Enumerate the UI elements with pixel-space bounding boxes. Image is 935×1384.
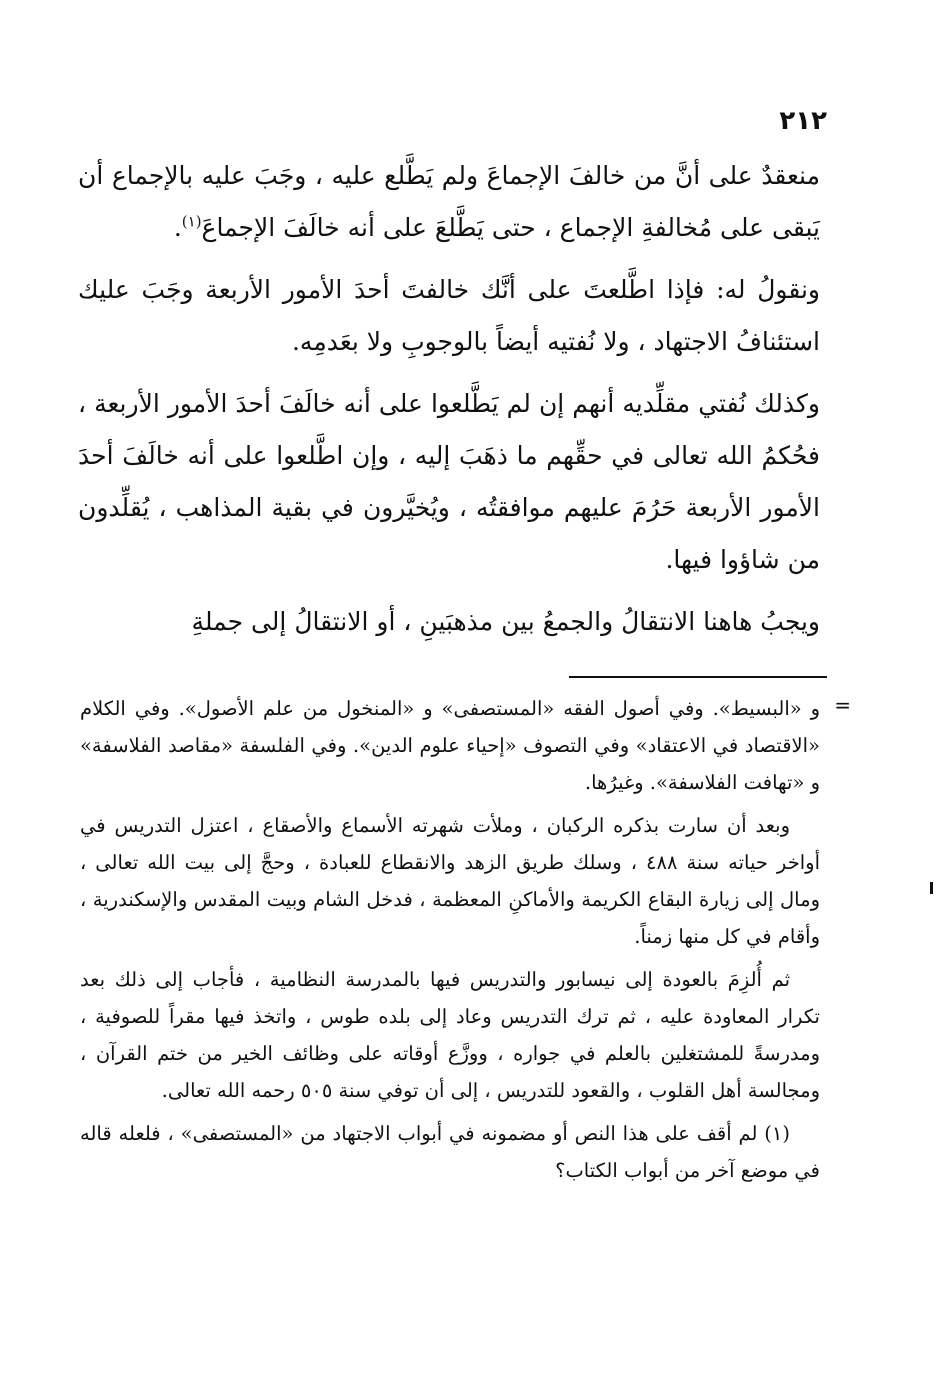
footnote-separator <box>569 676 827 678</box>
footnote-1: (١) لم أقف على هذا النص أو مضمونه في أبواب الاجتهاد من «المستصفى» ، فلعله قاله في موضع آخر من أبواب الكتاب؟ <box>80 1122 820 1182</box>
footnote-paragraph-3: ثم أُلزِمَ بالعودة إلى نيسابور والتدريس فيها بالمدرسة النظامية ، فأجاب إلى ذلك بعد تكرار المعاودة عليه ، ثم ترك التدريس وعاد إلى بلده طوس ، واتخذ فيها مقراً للصوفية ، ومدرسةً للمشتغلين بالعلم في جواره ، ووزَّع أوقاته على وظائف الخير من ختم القرآن ، ومجالسة أهل القلوب ، والقعود للتدريس ، إلى أن توفي سنة ٥٠٥ رحمه الله تعالى. <box>80 968 820 1102</box>
continuation-mark: = <box>834 693 851 717</box>
main-paragraph-1-end: . <box>173 213 182 242</box>
main-text <box>78 150 820 658</box>
footnote-paragraph-2: وبعد أن سارت بذكره الركبان ، وملأت شهرته الأسماع والأصقاع ، اعتزل التدريس في أواخر حياته سنة ٤٨٨ ، وسلك طريق الزهد والانقطاع للعبادة ، وحجَّ إلى بيت الله تعالى ، ومال إلى زيارة البقاع الكريمة والأماكنِ المعظمة ، فدخل الشام وبيت المقدس والإسكندرية ، وأقام في كل منها زمناً. <box>80 814 820 948</box>
margin-mark <box>930 882 933 894</box>
main-paragraph-4: ويجبُ هاهنا الانتقالُ والجمعُ بين مذهبَينِ ، أو الانتقالُ إلى جملةِ <box>191 607 820 636</box>
main-paragraph-3: وكذلك نُفتي مقلِّديه أنهم إن لم يَطَّلعوا على أنه خالَفَ أحدَ الأمور الأربعة ، فحُكمُ الله تعالى في حقِّهم ما ذهَبَ إليه ، وإن اطَّلعوا على أنه خالَفَ أحدَ الأمور الأربعة حَرُمَ عليهم موافقتُه ، ويُخيَّرون في بقية المذاهب ، يُقلِّدون من شاؤوا فيها. <box>78 389 820 574</box>
page-number: ٢١٢ <box>779 106 827 136</box>
footnote-reference: (١) <box>181 212 202 231</box>
main-paragraph-1-text: منعقدٌ على أنَّ من خالفَ الإجماعَ ولم يَطَّلع عليه ، وجَبَ عليه بالإجماع أن يَبقى على مُخالفةِ الإجماع ، حتى يَطَّلعَ على أنه خالَفَ الإجماعَ <box>78 161 820 242</box>
footnote-paragraph-1: و «البسيط». وفي أصول الفقه «المستصفى» و «المنخول من علم الأصول». وفي الكلام «الاقتصاد في الاعتقاد» وفي التصوف «إحياء علوم الدين». وفي الفلسفة «مقاصد الفلاسفة» و «تهافت الفلاسفة». وغيرُها. <box>80 697 820 794</box>
footnotes <box>80 690 820 1195</box>
main-paragraph-2: ونقولُ له: فإذا اطَّلعتَ على أنَّك خالفتَ أحدَ الأمور الأربعة وجَبَ عليك استئنافُ الاجتهاد ، ولا نُفتيه أيضاً بالوجوبِ ولا بعَدمِه. <box>78 275 820 356</box>
main-paragraph-1 <box>78 150 820 254</box>
